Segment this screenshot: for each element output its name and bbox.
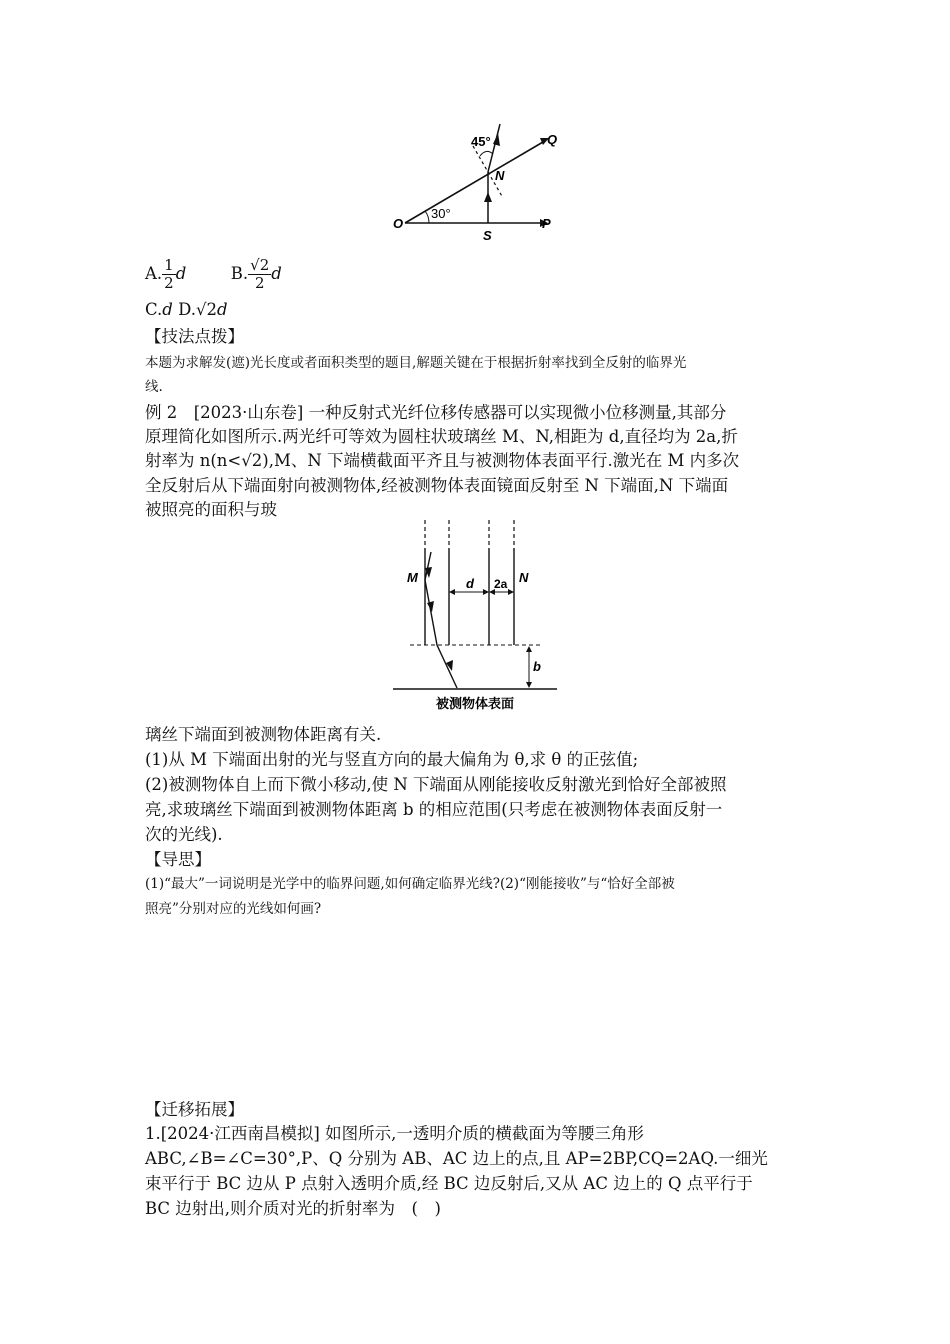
tips-line-2: 线. [145, 379, 163, 395]
example2-line-4: 全反射后从下端面射向被测物体,经被测物体表面镜面反射至 N 下端面,N 下端面 [145, 476, 729, 495]
transfer-line-4: BC 边射出,则介质对光的折射率为 ( ) [145, 1199, 441, 1218]
tips-heading: 【技法点拨】 [145, 327, 244, 346]
option-a-fraction: $\frac{1}{2}$ [164, 256, 174, 292]
tips-line-1: 本题为求解发(遮)光长度或者面积类型的题目,解题关键在于根据折射率找到全反射的临界光 [145, 355, 687, 371]
label-b: b [533, 659, 541, 674]
label-m: M [407, 570, 418, 585]
arrow-b-top [526, 646, 532, 652]
arrow-2a-right [508, 589, 514, 595]
continuation-line-3: (2)被测物体自上而下微小移动,使 N 下端面从刚能接收反射激光到恰好全部被照 [145, 775, 727, 794]
option-d-label: D. [178, 300, 196, 319]
label-2a: 2a [494, 577, 508, 591]
option-b-fraction: $\frac{√2}{2}$ [250, 256, 270, 292]
option-a-label: A. [145, 264, 163, 283]
continuation-line-1: 璃丝下端面到被测物体距离有关. [145, 725, 382, 744]
continuation-line-5: 次的光线). [145, 825, 223, 844]
options-cd: C.d D.√2d [145, 300, 228, 319]
transfer-line-2: ABC,∠B=∠C=30°,P、Q 分别为 AB、AC 边上的点,且 AP=2BP,CQ=2AQ.一细光 [145, 1149, 768, 1168]
transfer-line-1: 1.[2024·江西南昌模拟] 如图所示,一透明介质的横截面为等腰三角形 [145, 1124, 644, 1143]
guide-line-1: (1)“最大”一词说明是光学中的临界问题,如何确定临界光线?(2)“刚能接收”与“恰好全部被 [145, 876, 675, 892]
label-n: N [495, 168, 505, 183]
guide-heading: 【导思】 [145, 850, 211, 869]
label-q: Q [547, 132, 558, 147]
label-s: S [483, 228, 492, 243]
guide-line-2: 照亮”分别对应的光线如何画? [145, 901, 322, 917]
figure-fiber-sensor [385, 520, 565, 715]
label-p: P [542, 216, 551, 231]
option-b-label: B. [230, 264, 249, 283]
label-surface: 被测物体表面 [435, 696, 515, 711]
continuation-line-2: (1)从 M 下端面出射的光与竖直方向的最大偏角为 θ,求 θ 的正弦值; [145, 750, 639, 769]
example2-line-5: 被照亮的面积与玻 [145, 500, 277, 519]
arc-45 [480, 151, 493, 156]
label-o: O [393, 216, 404, 231]
continuation-line-4: 亮,求玻璃丝下端面到被测物体距离 b 的相应范围(只考虑在被测物体表面反射一 [145, 800, 723, 819]
example2-line-2: 原理简化如图所示.两光纤可等效为圆柱状玻璃丝 M、N,相距为 d,直径均为 2a,折 [145, 427, 738, 446]
label-d: d [466, 576, 474, 591]
arrow-d-left [449, 589, 455, 595]
label-n-fiber: N [519, 570, 529, 585]
arrow-d-right [483, 589, 489, 595]
options-ab: A. $\frac{1}{2}$ d B. $\frac{√2}{2}$ d [145, 256, 282, 292]
transfer-heading: 【迁移拓展】 [145, 1100, 244, 1119]
arc-30 [425, 211, 429, 223]
transfer-line-3: 束平行于 BC 边从 P 点射入透明介质,经 BC 边反射后,又从 AC 边上的 Q 点平行于 [145, 1174, 753, 1193]
arrow-b-bottom [526, 682, 532, 688]
example2-line-3: 射率为 n(n<√2),M、N 下端横截面平齐且与被测物体表面平行.激光在 M 内多次 [145, 451, 740, 470]
example2-line-1: 例 2 [2023·山东卷] 一种反射式光纤位移传感器可以实现微小位移测量,其部分 [145, 403, 727, 422]
line-oq [405, 142, 543, 223]
option-c-label: C. [145, 300, 163, 319]
label-45: 45° [471, 134, 491, 149]
label-30: 30° [431, 206, 451, 221]
figure-refraction-angle [385, 120, 575, 245]
arrow-sn [484, 192, 492, 202]
